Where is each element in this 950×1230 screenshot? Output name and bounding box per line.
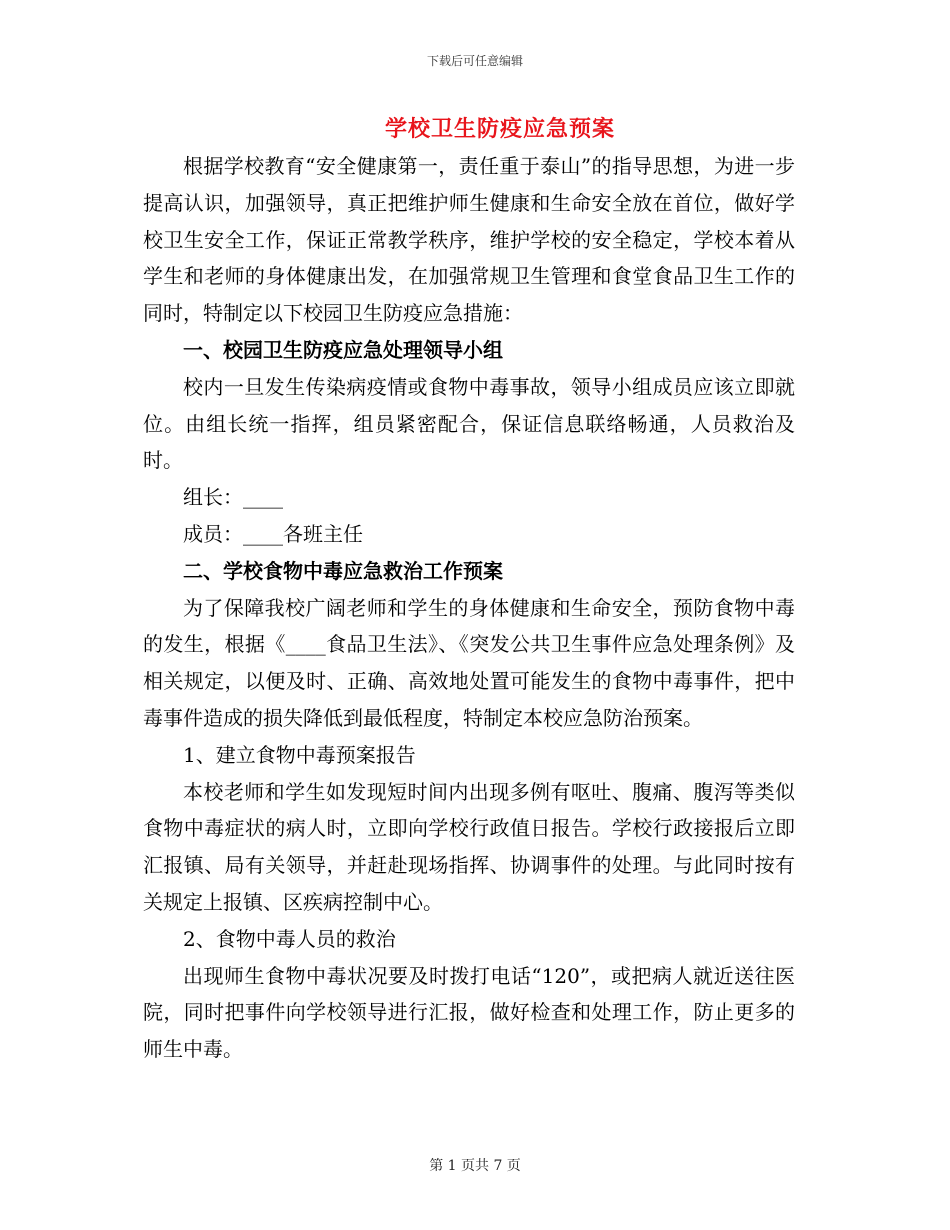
members-line: 成员：____各班主任 xyxy=(183,521,363,546)
section-heading-2: 二、学校食物中毒应急救治工作预案 xyxy=(183,558,503,583)
body-paragraph: 本校老师和学生如发现短时间内出现多例有呕吐、腹痛、腹泻等类似食物中毒症状的病人时，立即向学校行政值日报告。学校行政接报后立即汇报镇、局有关领导，并赶赴现场指挥、协调事件的处理。与此同时按有关规定上报镇、区疾病控制中心。 xyxy=(143,779,795,914)
body-paragraph: 校内一旦发生传染病疫情或食物中毒事故，领导小组成员应该立即就位。由组长统一指挥，组员紧密配合，保证信息联络畅通，人员救治及时。 xyxy=(143,374,795,473)
intro-paragraph: 根据学校教育“安全健康第一，责任重于泰山”的指导思想，为进一步提高认识，加强领导，真正把维护师生健康和生命安全放在首位，做好学校卫生安全工作，保证正常教学秩序，维护学校的安全稳定，学校本着从学生和老师的身体健康出发，在加强常规卫生管理和食堂食品卫生工作的同时，特制定以下校园卫生防疫应急措施： xyxy=(143,154,795,326)
leader-line: 组长：____ xyxy=(183,485,283,510)
body-paragraph: 为了保障我校广阔老师和学生的身体健康和生命安全，预防食物中毒的发生，根据《____食品卫生法》、《突发公共卫生事件应急处理条例》及相关规定，以便及时、正确、高效地处置可能发生的食物中毒事件，把中毒事件造成的损失降低到最低程度，特制定本校应急防治预案。 xyxy=(143,595,795,730)
subsection-heading-2: 2、食物中毒人员的救治 xyxy=(183,926,396,951)
section-heading-1: 一、校园卫生防疫应急处理领导小组 xyxy=(183,337,503,362)
subsection-heading-1: 1、建立食物中毒预案报告 xyxy=(183,742,416,767)
document-title: 学校卫生防疫应急预案 xyxy=(384,116,615,142)
document-body xyxy=(143,148,795,1068)
header-note: 下载后可任意编辑 xyxy=(426,54,523,68)
page-footer: 第 1 页共 7 页 xyxy=(429,1158,521,1174)
body-paragraph: 出现师生食物中毒状况要及时拨打电话“120”，或把病人就近送往医院，同时把事件向学校领导进行汇报，做好检查和处理工作，防止更多的师生中毒。 xyxy=(143,963,795,1062)
